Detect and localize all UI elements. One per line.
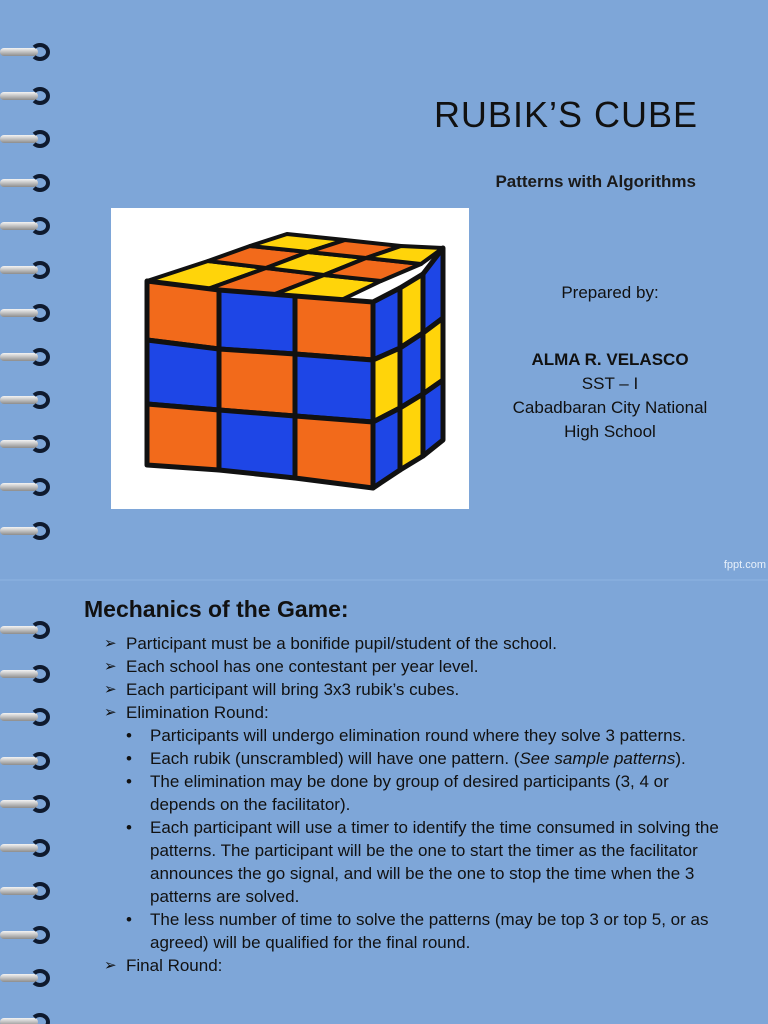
mechanics-list bbox=[104, 632, 724, 977]
school-line-1: Cabadbaran City National bbox=[512, 398, 708, 417]
list-item: ➢ Participant must be a bonifide pupil/student of the school. bbox=[104, 632, 724, 655]
author-position: SST – I bbox=[581, 374, 639, 393]
spiral-ring bbox=[0, 620, 56, 640]
spiral-binding bbox=[0, 0, 60, 1024]
list-item: • The less number of time to solve the patterns (may be top 3 or top 5, or as agreed) will be qualified for the final round. bbox=[104, 908, 724, 954]
spiral-ring bbox=[0, 216, 56, 236]
list-item: • Participants will undergo elimination round where they solve 3 patterns. bbox=[104, 724, 724, 747]
author-name: ALMA R. VELASCO bbox=[531, 350, 689, 369]
list-item: • The elimination may be done by group of desired participants (3, 4 or depends on the facilitator). bbox=[104, 770, 724, 816]
spiral-ring bbox=[0, 968, 56, 988]
spiral-ring bbox=[0, 881, 56, 901]
spiral-ring bbox=[0, 707, 56, 727]
spiral-ring bbox=[0, 173, 56, 193]
spiral-ring bbox=[0, 390, 56, 410]
spiral-ring bbox=[0, 86, 56, 106]
spiral-ring bbox=[0, 521, 56, 541]
watermark: fppt.com bbox=[723, 559, 766, 571]
spiral-ring bbox=[0, 129, 56, 149]
list-item: • Each participant will use a timer to identify the time consumed in solving the patterns. The participant will be the one to start the timer as the facilitator announces the go signal, and will be the one to stop the time when the 3 patterns are solved. bbox=[104, 816, 724, 908]
spiral-ring bbox=[0, 794, 56, 814]
list-item: ➢ Final Round: bbox=[104, 954, 724, 977]
school-line-2: High School bbox=[564, 422, 656, 441]
list-item: ➢ Each participant will bring 3x3 rubik’s cubes. bbox=[104, 678, 724, 701]
spiral-ring bbox=[0, 751, 56, 771]
spiral-ring bbox=[0, 347, 56, 367]
spiral-ring bbox=[0, 1012, 56, 1024]
list-item: ➢ Elimination Round: bbox=[104, 701, 724, 724]
spiral-ring bbox=[0, 303, 56, 323]
spiral-ring bbox=[0, 42, 56, 62]
list-item-text: Each rubik (unscrambled) will have one pattern. ( bbox=[150, 749, 520, 768]
spiral-ring bbox=[0, 260, 56, 280]
list-item-italic: See sample patterns bbox=[519, 749, 676, 768]
spiral-ring bbox=[0, 477, 56, 497]
rubiks-cube-icon bbox=[111, 208, 469, 509]
list-item: ➢ Each school has one contestant per year level. bbox=[104, 655, 724, 678]
prepared-by-label: Prepared by: bbox=[561, 283, 659, 302]
spiral-ring bbox=[0, 925, 56, 945]
rubiks-cube-image bbox=[111, 208, 469, 509]
mechanics-heading: Mechanics of the Game: bbox=[84, 596, 349, 622]
spiral-ring bbox=[0, 664, 56, 684]
slide-divider bbox=[0, 579, 768, 581]
list-item bbox=[104, 747, 724, 770]
slide-subtitle: Patterns with Algorithms bbox=[495, 172, 696, 191]
spiral-ring bbox=[0, 838, 56, 858]
spiral-ring bbox=[0, 434, 56, 454]
slide-title-heading: RUBIK’S CUBE bbox=[433, 94, 698, 135]
author-details bbox=[490, 372, 730, 444]
list-item-text: ). bbox=[675, 749, 686, 768]
